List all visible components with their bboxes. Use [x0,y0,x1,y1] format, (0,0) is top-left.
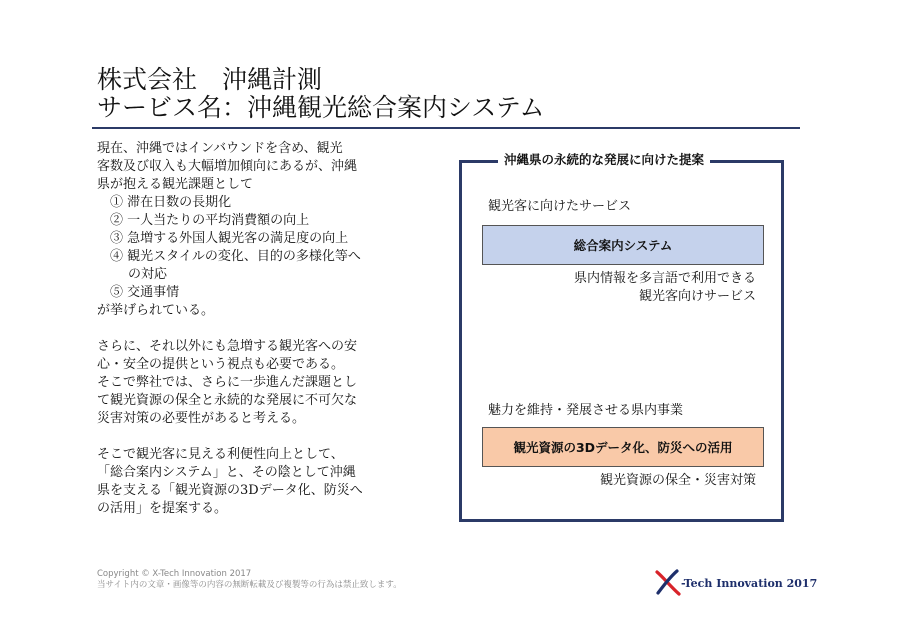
para1-line: 現在、沖縄ではインバウンドを含め、観光 [97,141,343,156]
para1-end: が挙げられている。 [97,303,215,318]
company-logo [655,568,818,596]
issue-item: ④ 観光スタイルの変化、目的の多様化等へ [110,249,361,264]
company-name: 株式会社 沖縄計測 [97,65,323,94]
issue-item: ③ 急増する外国人観光客の満足度の向上 [110,231,349,246]
para3-line: の活用」を提案する。 [97,501,228,516]
info-system-description [574,270,756,306]
3d-data-description: 観光資源の保全・災害対策 [599,473,756,488]
logo-text: -Tech Innovation 2017 [681,577,818,590]
service-name: サービス名：沖縄観光総合案内システム [97,93,545,122]
para2-line: そこで弊社では、さらに一歩進んだ課題とし [97,375,358,390]
copyright-notice: 当サイト内の文章・画像等の内容の無断転載及び複製等の行為は禁止致します。 [97,580,402,590]
para1-line: 県が抱える観光課題として [97,177,254,192]
copyright-text: Copyright © X-Tech Innovation 2017 [97,569,252,579]
para1-line: 客数及び収入も大幅増加傾向にあるが、沖縄 [97,159,358,174]
para2-line: さらに、それ以外にも急増する観光客への安 [97,339,358,354]
body-text [97,140,407,518]
para2-line: 心・安全の提供という視点も必要である。 [97,357,345,372]
issue-item: ① 滞在日数の長期化 [110,195,232,210]
section-label-tourist-services: 観光客に向けたサービス [488,199,632,214]
para3-line: 県を支える「観光資源の3Dデータ化、防災へ [97,483,363,498]
issue-item-cont: の対応 [128,267,168,282]
info-system-label: 総合案内システム [573,238,673,253]
issue-item: ⑤ 交通事情 [110,285,180,300]
para3-line: 「総合案内システム」と、その陰として沖縄 [97,465,356,480]
x-logo-icon [655,568,681,596]
title-divider [92,127,800,129]
footer-copyright [97,569,402,591]
para3-line: そこで観光客に見える利便性向上として、 [97,447,344,462]
desc-line: 県内情報を多言語で利用できる [573,271,756,286]
section-label-prefecture-business: 魅力を維持・発展させる県内事業 [488,403,684,418]
3d-data-box [482,427,764,467]
para2-line: て観光資源の保全と永続的な発展に不可欠な [97,393,358,408]
info-system-box [482,225,764,265]
issue-item: ② 一人当たりの平均消費額の向上 [110,213,310,228]
panel-title: 沖縄県の永続的な発展に向けた提案 [498,150,710,170]
para2-line: 災害対策の必要性があると考える。 [97,411,306,426]
3d-data-label: 観光資源の3Dデータ化、防災への活用 [513,440,733,455]
desc-line: 観光客向けサービス [638,289,756,304]
